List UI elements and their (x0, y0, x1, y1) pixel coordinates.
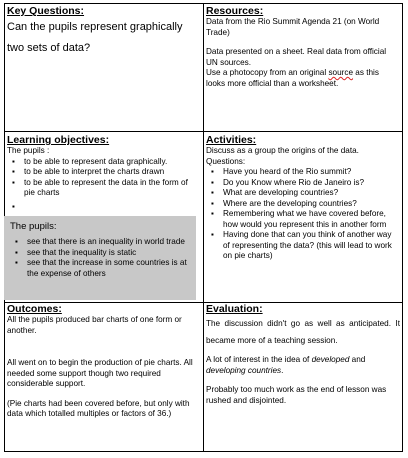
activities-intro: Discuss as a group the origins of the data. Questions: (206, 146, 359, 166)
activities-list (206, 167, 400, 262)
list-item: ▪ see that the inequality is static (27, 248, 192, 259)
list-item: ▪ What are developing countries? (223, 188, 400, 199)
shaded-list (10, 237, 192, 279)
key-questions-cell (7, 5, 197, 129)
evaluation-para-1: The discussion didn't go as well as anticipated. It became more of a teaching session. (206, 319, 400, 345)
key-questions-text: Can the pupils represent graphically two sets of data? (7, 21, 183, 54)
learning-objectives-list (7, 157, 197, 213)
outcomes-cell (7, 303, 197, 450)
activities-heading: Activities: (206, 134, 257, 146)
resources-para-2: Data presented on a sheet. Real data from official UN sources. (206, 47, 387, 67)
outcomes-para-3: (Pie charts had been covered before, but only with data which totalled multiples or factors of 36.) (7, 398, 190, 418)
learning-objectives-intro: The pupils : (7, 146, 50, 155)
outcomes-para-1: All the pupils produced bar charts of one form or another. (7, 315, 182, 335)
column-divider (203, 4, 204, 451)
list-item: ▪ Having done that can you think of another way of representing the data? (this will lead to work on pie charts) (223, 230, 400, 262)
shaded-content (10, 220, 192, 279)
learning-objectives-heading: Learning objectives: (7, 134, 110, 146)
evaluation-para-2: A lot of interest in the idea of developed and developing countries. (206, 355, 366, 375)
key-questions-heading: Key Questions: (7, 5, 85, 17)
list-item: ▪ Where are the developing countries? (223, 199, 400, 210)
evaluation-heading: Evaluation: (206, 303, 263, 315)
outcomes-heading: Outcomes: (7, 303, 62, 315)
developing-countries-term: developing countries (206, 365, 282, 375)
list-item: ▪ to be able to interpret the charts drawn (24, 167, 197, 178)
list-item: ▪ to be able to represent data graphically. (24, 157, 197, 168)
row-divider-1 (5, 131, 402, 132)
resources-para-1: Data from the Rio Summit Agenda 21 (on World Trade) (206, 17, 380, 37)
developed-term: developed (311, 355, 350, 364)
activities-cell (206, 134, 400, 300)
outcomes-para-2: All went on to begin the production of pie charts. All needed some support though two required considerable support. (7, 358, 193, 388)
resources-cell (206, 5, 400, 129)
evaluation-cell (206, 303, 400, 450)
resources-para-3: Use a photocopy from an original source as this looks more official than a worksheet. (206, 68, 379, 88)
list-item (24, 202, 197, 213)
list-item: ▪ Have you heard of the Rio summit? (223, 167, 400, 178)
list-item: ▪ see that the increase in some countries is at the expense of others (27, 258, 192, 279)
learning-objectives-cell (7, 134, 197, 300)
shaded-intro: The pupils: (10, 221, 57, 232)
resources-heading: Resources: (206, 5, 264, 17)
list-item: ▪ to be able to represent the data in the form of pie charts (24, 178, 197, 199)
list-item: ▪ Remembering what we have covered before, how would you represent this in another form (223, 209, 400, 230)
evaluation-para-3: Probably too much work as the end of lesson was rushed and disjointed. (206, 385, 387, 405)
list-item: ▪ Do you Know where Rio de Janeiro is? (223, 178, 400, 189)
list-item: ▪ see that there is an inequality in world trade (27, 237, 192, 248)
